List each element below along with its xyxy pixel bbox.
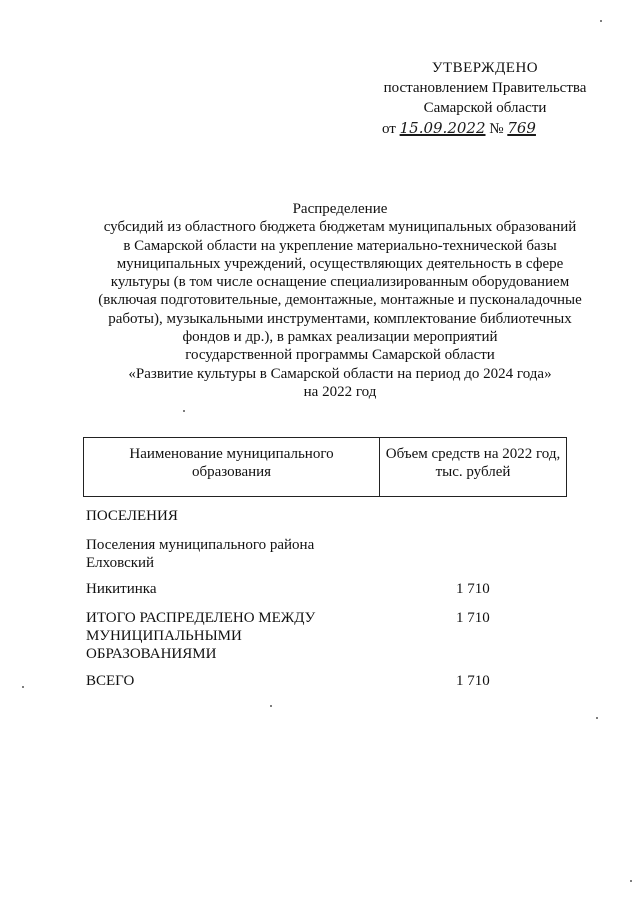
total-line: ОБРАЗОВАНИЯМИ — [86, 646, 217, 662]
scan-speck — [270, 705, 272, 707]
grand-total-value: 1 710 — [456, 673, 490, 689]
column-header-amount — [380, 438, 566, 496]
total-label — [86, 609, 315, 663]
column-header-name — [84, 438, 380, 496]
approval-block — [360, 58, 610, 139]
total-line: ИТОГО РАСПРЕДЕЛЕНО МЕЖДУ — [86, 610, 316, 626]
heading-line: «Развитие культуры в Самарской области на период до 2024 года» — [128, 365, 552, 382]
heading-line: работы), музыкальными инструментами, комплектование библиотечных — [108, 310, 572, 327]
column-header-amount-line: Объем средств на 2022 год, — [385, 446, 561, 462]
heading-line: субсидий из областного бюджета бюджетам муниципальных образований — [103, 219, 577, 236]
district-name — [86, 536, 314, 572]
heading-line: муниципальных учреждений, осуществляющих деятельность в сфере — [116, 255, 564, 272]
heading-line: Распределение — [292, 201, 388, 217]
scan-speck — [600, 20, 602, 22]
column-header-amount-line: тыс. рублей — [435, 464, 511, 480]
scan-speck — [183, 410, 185, 412]
scan-speck — [596, 717, 598, 719]
table-header — [83, 437, 567, 497]
district-line: Поселения муниципального района — [86, 537, 315, 553]
grand-total-label: ВСЕГО — [86, 673, 135, 689]
scan-speck — [22, 686, 24, 688]
from-label: от — [382, 121, 396, 137]
approval-title: УТВЕРЖДЕНО — [431, 60, 539, 76]
item-value: 1 710 — [456, 581, 490, 597]
item-name: Никитинка — [86, 581, 157, 597]
approval-date-line — [360, 118, 610, 139]
heading-line: государственной программы Самарской области — [185, 347, 495, 364]
approval-line-1: постановлением Правительства — [383, 80, 587, 96]
district-line: Елховский — [86, 555, 155, 571]
approval-line-2: Самарской области — [423, 100, 547, 116]
handwritten-date: 15.09.2022 — [399, 119, 486, 137]
heading-line: фондов и др.), в рамках реализации мероприятий — [182, 329, 498, 346]
section-title: ПОСЕЛЕНИЯ — [86, 508, 178, 524]
heading-line: (включая подготовительные, демонтажные, монтажные и пусконаладочные — [98, 292, 582, 309]
scan-speck — [630, 880, 632, 882]
column-header-name-line: Наименование муниципального — [129, 446, 334, 462]
document-heading — [70, 200, 610, 401]
column-header-name-line: образования — [191, 464, 272, 480]
heading-line: культуры (в том числе оснащение специализированным оборудованием — [110, 274, 570, 291]
total-value: 1 710 — [456, 610, 490, 626]
number-label: № — [489, 121, 504, 137]
handwritten-number: 769 — [507, 119, 536, 137]
heading-line: на 2022 год — [303, 383, 377, 400]
heading-line: в Самарской области на укрепление материально-технической базы — [123, 237, 557, 254]
total-line: МУНИЦИПАЛЬНЫМИ — [86, 628, 242, 644]
